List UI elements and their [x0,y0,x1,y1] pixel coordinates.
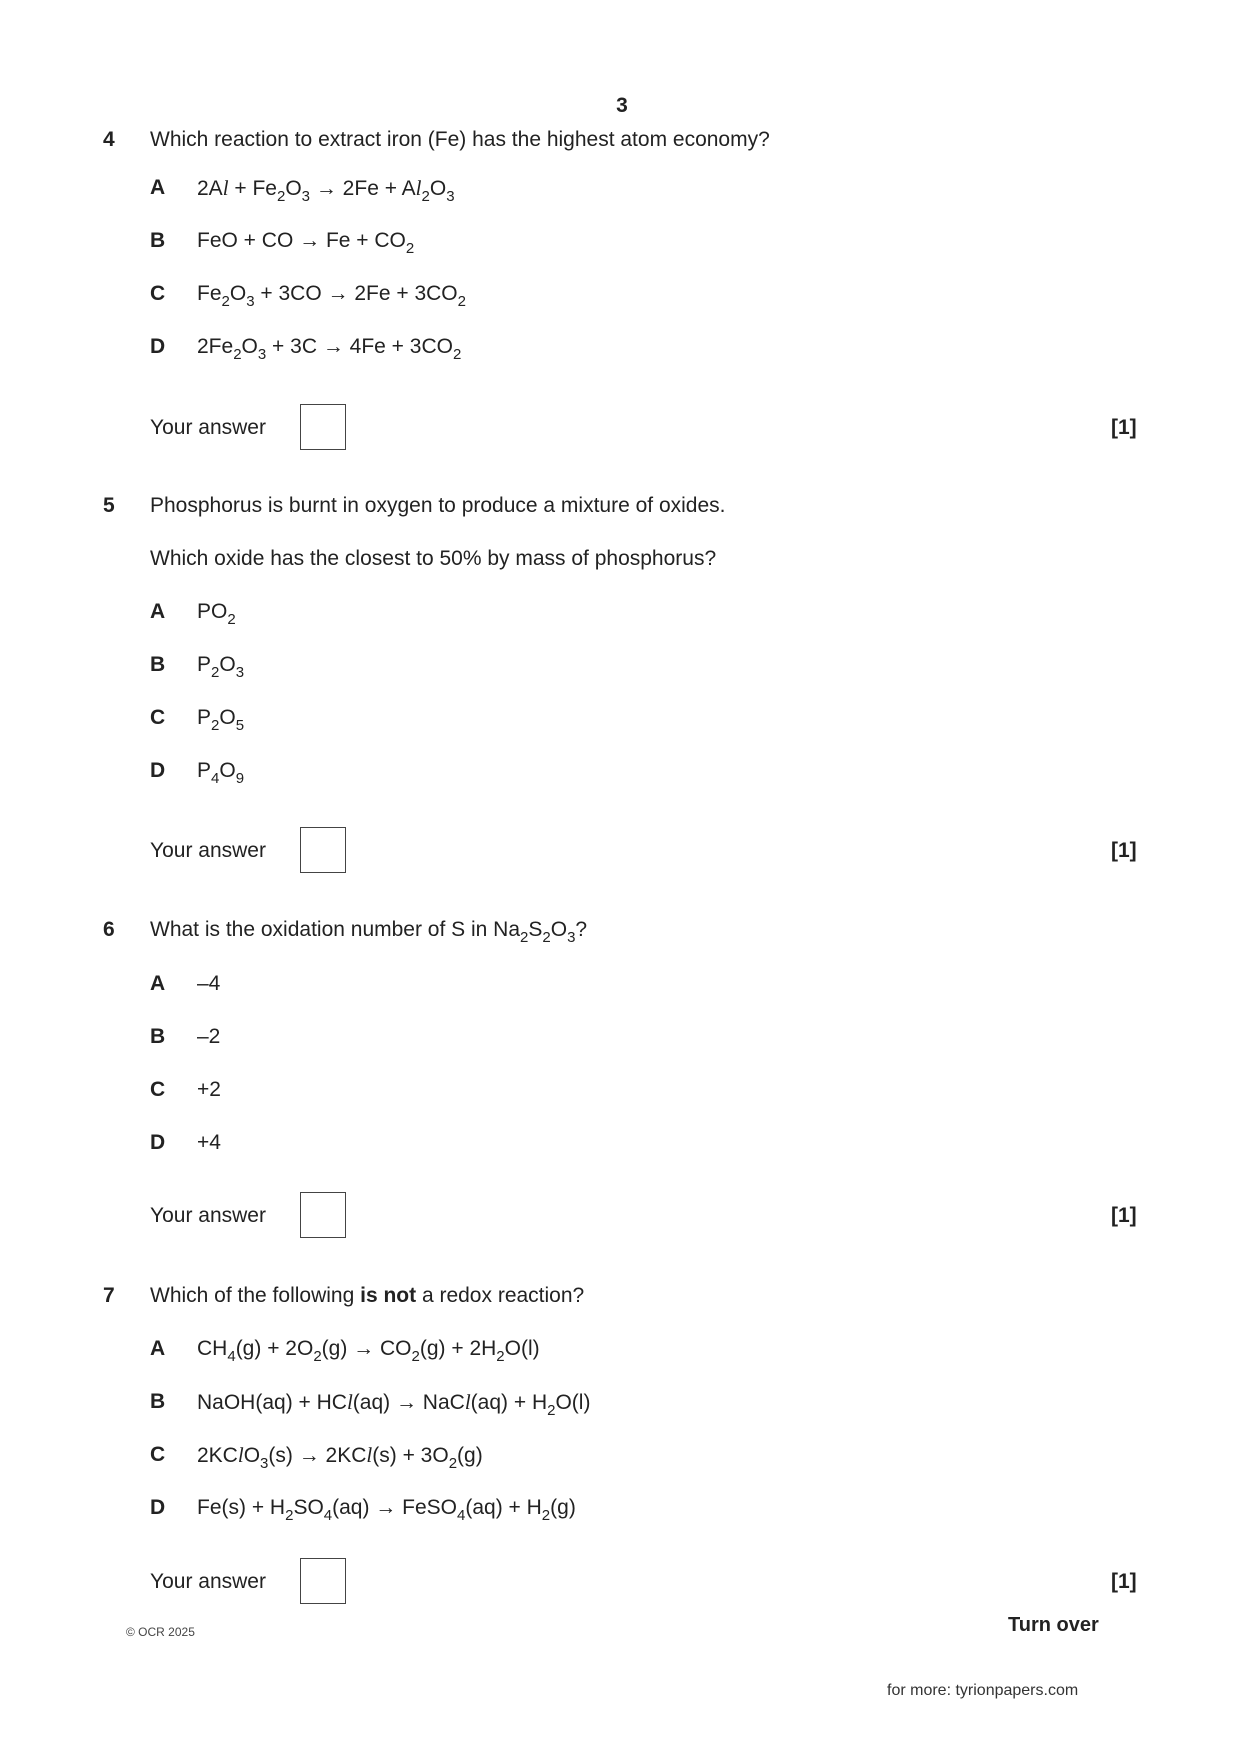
option-c [0,706,1240,736]
option-text: $P_2O_5$ [197,706,245,734]
option-text: $P_2O_3$ [197,653,245,681]
answer-label: Your answer [150,839,266,862]
option-letter: C [150,282,166,305]
option-text: FeO + CO → $Fe + CO_2$ [197,229,415,257]
option-text: +2 [197,1078,221,1101]
option-letter: C [150,706,166,729]
option-letter: A [150,972,166,995]
option-letter: D [150,759,166,782]
option-letter: C [150,1443,166,1466]
option-c [0,1443,1240,1473]
option-text: NaOH(aq) + HCl(aq) → NaCl(aq) + $H_2O(l)$ [197,1390,591,1419]
answer-row [0,1558,1240,1608]
option-letter: D [150,1131,166,1154]
marks: [1] [1111,416,1137,439]
option-text: –2 [197,1025,221,1048]
option-d [0,1131,1240,1161]
option-b [0,653,1240,683]
option-b [0,1390,1240,1420]
answer-row [0,1192,1240,1242]
option-letter: A [150,176,166,199]
option-a [0,972,1240,1002]
option-a [0,600,1240,630]
answer-label: Your answer [150,1570,266,1593]
answer-row [0,827,1240,877]
question-number: 6 [103,918,115,941]
footer-link[interactable]: for more: tyrionpapers.com [887,1682,1079,1699]
option-text: $Fe(s) + H_2SO_4(aq)$ → FeSO$_4$(aq) + $H_2(g)$ [197,1496,576,1524]
answer-box-q6[interactable] [300,1192,346,1238]
page-number [0,94,1240,118]
option-b [0,229,1240,259]
option-a [0,176,1240,206]
answer-label: Your answer [150,1204,266,1227]
option-d [0,759,1240,789]
answer-label: Your answer [150,416,266,439]
marks: [1] [1111,1204,1137,1227]
option-text: +4 [197,1131,221,1154]
option-letter: B [150,1025,166,1048]
option-a [0,1337,1240,1367]
option-text: $2Al + Fe_2O_3 \to 2Fe + Al_2O_3$ [197,176,455,205]
answer-row [0,404,1240,454]
option-letter: A [150,1337,166,1360]
question-stem: What is the oxidation number of S in $Na_2S_2O_3$? [150,918,588,946]
question-number: 7 [103,1284,115,1307]
page-number-text: 3 [616,94,628,117]
question-stem: Which of the following is not a redox reaction? [150,1284,585,1307]
answer-box-q5[interactable] [300,827,346,873]
marks: [1] [1111,1570,1137,1593]
question-stem: Which reaction to extract iron (Fe) has the highest atom economy? [150,128,770,151]
emphasis-is-not: is not [360,1284,417,1307]
option-letter: B [150,653,166,676]
option-text: $P_4O_9$ [197,759,245,787]
option-d [0,1496,1240,1526]
option-b [0,1025,1240,1055]
option-letter: C [150,1078,166,1101]
copyright: © OCR 2025 [126,1625,195,1639]
question-number: 4 [103,128,115,151]
option-c [0,1078,1240,1108]
question-stem: Phosphorus is burnt in oxygen to produce a mixture of oxides. [150,494,726,517]
option-letter: B [150,1390,166,1413]
option-c [0,282,1240,312]
option-text: $PO_2$ [197,600,236,628]
option-d [0,335,1240,365]
option-text: $CH_4(g) + 2O_2(g) \to CO_2(g) + 2H_2O(l)$ [197,1337,540,1365]
question-stem-2: Which oxide has the closest to 50% by mass of phosphorus? [150,547,717,570]
option-text: $2Fe_2O_3 + 3C \to 4Fe + 3CO_2$ [197,335,462,363]
marks: [1] [1111,839,1137,862]
option-text: –4 [197,972,221,995]
option-letter: B [150,229,166,252]
option-text: $Fe_2O_3 + 3CO \to 2Fe + 3CO_2$ [197,282,466,310]
option-letter: D [150,335,166,358]
answer-box-q7[interactable] [300,1558,346,1604]
question-number: 5 [103,494,115,517]
answer-box-q4[interactable] [300,404,346,450]
option-letter: A [150,600,166,623]
option-letter: D [150,1496,166,1519]
turn-over: Turn over [1008,1614,1099,1636]
option-text: 2KClO$_3$(s) → $2KCl(s) + 3O_2(g)$ [197,1443,483,1472]
